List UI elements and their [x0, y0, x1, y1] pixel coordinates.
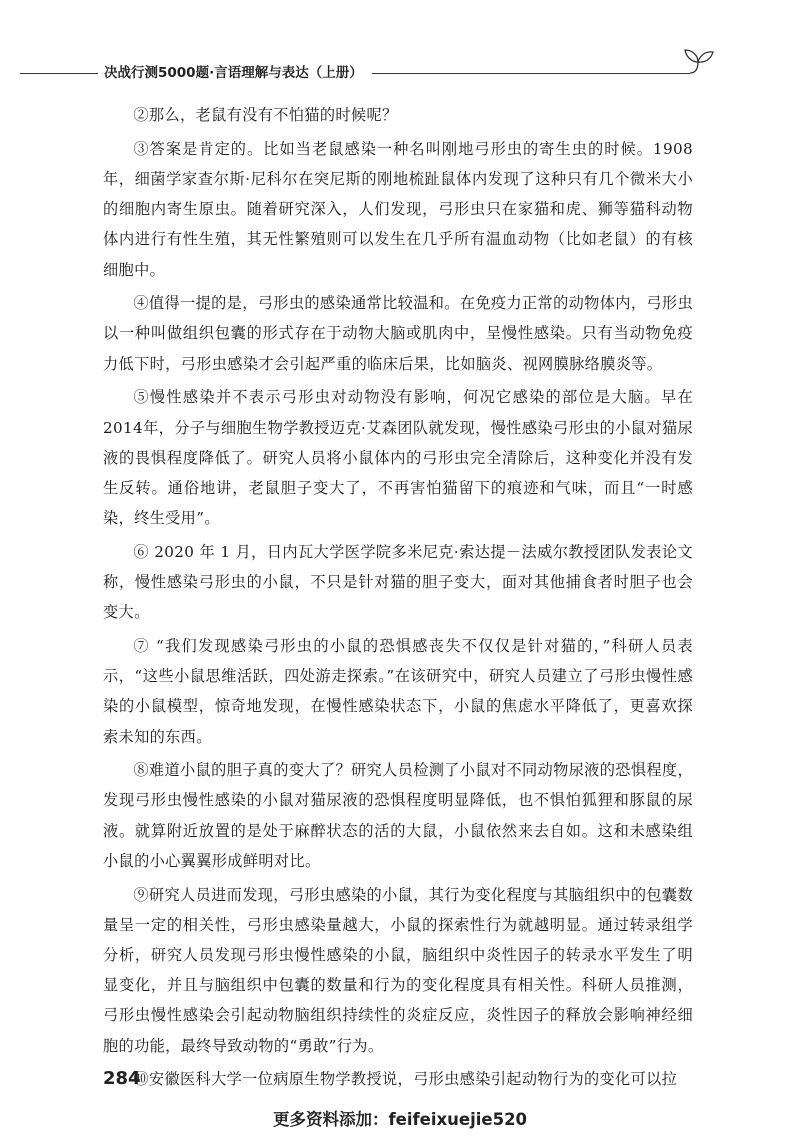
sprout-leaf-icon	[676, 42, 716, 82]
paragraph-6: ⑥ 2020 年 1 月，日内瓦大学医学院多米尼克·索达提－法威尔教授团队发表论文称，慢性感染弓形虫的小鼠，不只是针对猫的胆子变大，面对其他捕食者时胆子也会变大。	[103, 542, 693, 622]
book-title: 决战行测5000题·言语理解与表达（上册）	[104, 65, 363, 81]
paragraph-2: ②那么，老鼠有没有不怕猫的时候呢？	[133, 106, 398, 124]
paragraph-10: ⑩安徽医科大学一位病原生物学教授说，弓形虫感染引起动物行为的变化可以拉	[133, 1070, 678, 1089]
paragraph-9: ⑨研究人员进而发现，弓形虫感染的小鼠，其行为变化程度与其脑组织中的包囊数量呈一定的相关性，弓形虫感染量越大，小鼠的探索性行为就越明显。通过转录组学分析，研究人员发现弓形虫慢性感染的小鼠，脑组织中炎性因子的转录水平发生了明显变化，并且与脑组织中包囊的数量和行为的变化程度具有相关性。科研人员推测，弓形虫慢性感染会引起动物脑组织持续性的炎症反应，炎性因子的释放会影响神经细胞的功能，最终导致动物的“勇敢”行为。	[103, 885, 693, 1055]
paragraph-7: ⑦ “我们发现感染弓形虫的小鼠的恐惧感丧失不仅仅是针对猫的，”科研人员表示，“这些小鼠思维活跃，四处游走探索。”在该研究中，研究人员建立了弓形虫慢性感染的小鼠模型，惊奇地发现，在慢性感染状态下，小鼠的焦虑水平降低了，更喜欢探索未知的东西。	[103, 636, 693, 746]
header-rule-right	[372, 73, 690, 74]
running-header	[0, 62, 800, 84]
paragraph-4: ④值得一提的是，弓形虫的感染通常比较温和。在免疫力正常的动物体内，弓形虫以一种叫做组织包囊的形式存在于动物大脑或肌肉中，呈慢性感染。只有当动物免疫力低下时，弓形虫感染才会引起严重的临床后果，比如脑炎、视网膜脉络膜炎等。	[103, 294, 693, 373]
footer-note: 更多资料添加：feifeixuejie520	[272, 1110, 528, 1129]
paragraph-8: ⑧难道小鼠的胆子真的变大了？研究人员检测了小鼠对不同动物尿液的恐惧程度，发现弓形虫慢性感染的小鼠对猫尿液的恐惧程度明显降低，也不惧怕狐狸和豚鼠的尿液。就算附近放置的是处于麻醉状态的活的大鼠，小鼠依然来去自如。这和未感染组小鼠的小心翼翼形成鲜明对比。	[103, 761, 693, 870]
paragraph-3: ③答案是肯定的。比如当老鼠感染一种名叫刚地弓形虫的寄生虫的时候。1908年，细菌学家查尔斯·尼科尔在突尼斯的刚地梳趾鼠体内发现了这种只有几个微米大小的细胞内寄生原虫。随着研究深入，人们发现，弓形虫只在家猫和虎、狮等猫科动物体内进行有性生殖，其无性繁殖则可以发生在几乎所有温血动物（比如老鼠）的有核细胞中。	[103, 139, 693, 279]
paragraph-5: ⑤慢性感染并不表示弓形虫对动物没有影响，何况它感染的部位是大脑。早在2014年，分子与细胞生物学教授迈克·艾森团队就发现，慢性感染弓形虫的小鼠对猫尿液的畏惧程度降低了。研究人员将小鼠体内的弓形虫完全清除后，这种变化并没有发生反转。通俗地讲，老鼠胆子变大了，不再害怕猫留下的痕迹和气味，而且“一时感染，终生受用”。	[103, 388, 693, 528]
article-body	[103, 100, 693, 1098]
page-number: 284	[103, 1068, 141, 1089]
header-rule-left	[20, 73, 98, 74]
